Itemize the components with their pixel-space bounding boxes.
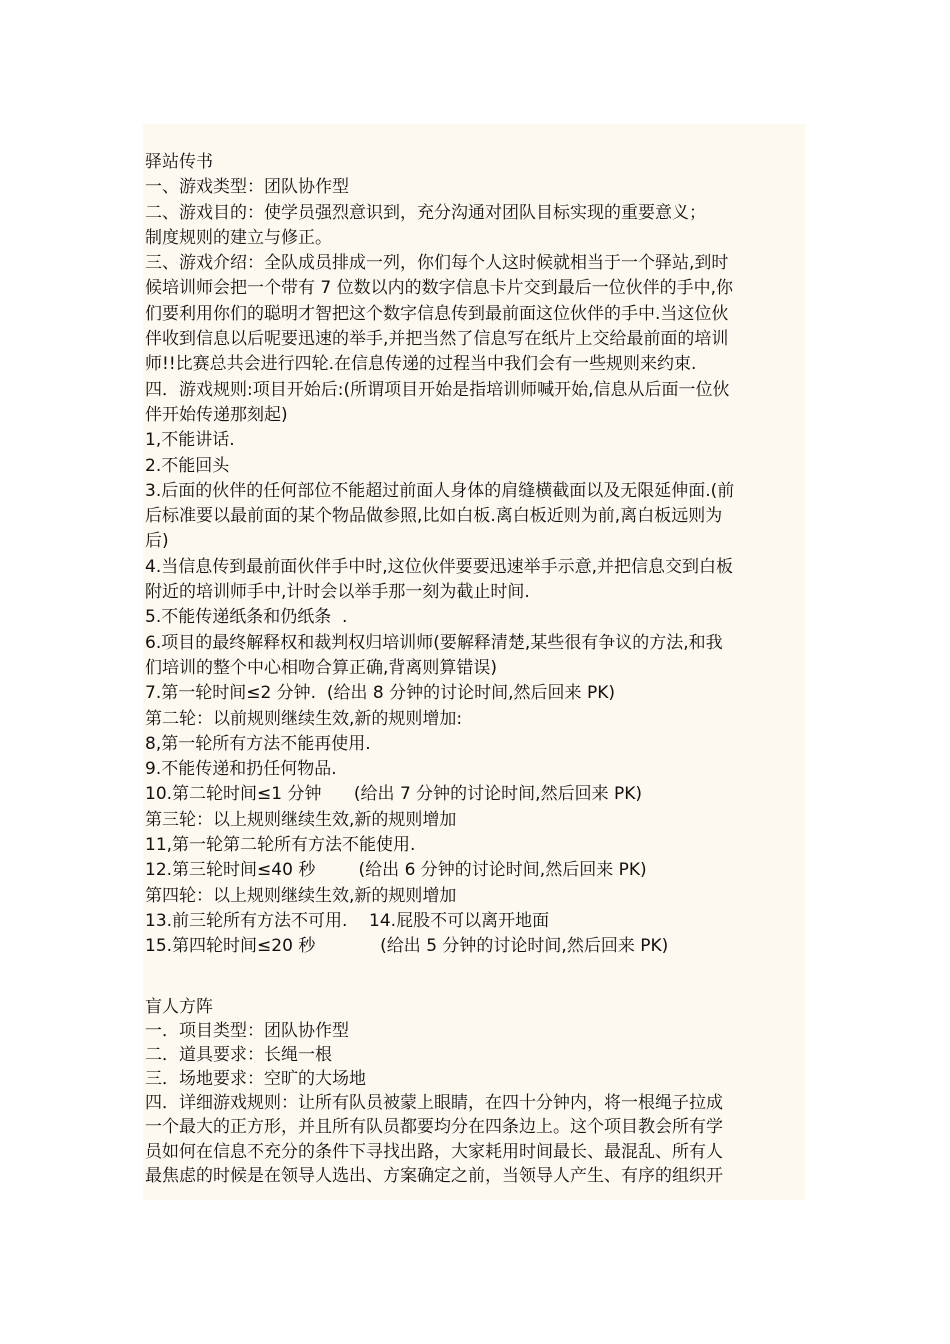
text-line: 2.不能回头 xyxy=(145,455,230,476)
text-line: 13.前三轮所有方法不可用. 14.屁股不可以离开地面 xyxy=(145,910,550,931)
text-line: 一、游戏类型：团队协作型 xyxy=(145,177,349,198)
text-line: 一个最大的正方形，并且所有队员都要均分在四条边上。这个项目教会所有学 xyxy=(145,1117,723,1138)
text-line: 7.第一轮时间≤2 分钟. (给出 8 分钟的讨论时间,然后回来 PK) xyxy=(145,683,615,704)
text-line: 附近的培训师手中,计时会以举手那一刻为截止时间. xyxy=(145,582,530,603)
text-line: 候培训师会把一个带有 7 位数以内的数字信息卡片交到最后一位伙伴的手中,你 xyxy=(145,278,734,299)
text-line: 12.第三轮时间≤40 秒 (给出 6 分钟的讨论时间,然后回来 PK) xyxy=(145,860,647,881)
text-line: 第二轮：以前规则继续生效,新的规则增加: xyxy=(145,708,463,729)
text-line: 们培训的整个中心相吻合算正确,背离则算错误) xyxy=(145,657,498,678)
text-line: 四．详细游戏规则：让所有队员被蒙上眼睛，在四十分钟内，将一根绳子拉成 xyxy=(145,1093,723,1114)
text-line: 1,不能讲话. xyxy=(145,430,235,451)
text-line: 后) xyxy=(145,531,169,552)
text-line: 伴开始传递那刻起) xyxy=(145,404,288,425)
text-line: 们要利用你们的聪明才智把这个数字信息传到最前面这位伙伴的手中.当这位伙 xyxy=(145,303,729,324)
text-line: 一．项目类型：团队协作型 xyxy=(145,1021,349,1042)
text-line: 8,第一轮所有方法不能再使用. xyxy=(145,733,371,754)
text-line: 15.第四轮时间≤20 秒 (给出 5 分钟的讨论时间,然后回来 PK) xyxy=(145,936,669,957)
text-line: 员如何在信息不充分的条件下寻找出路，大家耗用时间最长、最混乱、所有人 xyxy=(145,1141,723,1162)
text-line: 5.不能传递纸条和仍纸条 . xyxy=(145,607,348,628)
text-line: 二．道具要求：长绳一根 xyxy=(145,1045,332,1066)
text-line: 四．游戏规则:项目开始后:(所谓项目开始是指培训师喊开始,信息从后面一位伙 xyxy=(145,379,730,400)
text-line: 后标准要以最前面的某个物品做参照,比如白板.离白板近则为前,离白板远则为 xyxy=(145,506,723,527)
text-line: 11,第一轮第二轮所有方法不能使用. xyxy=(145,835,416,856)
text-line: 第三轮：以上规则继续生效,新的规则增加 xyxy=(145,809,457,830)
text-line: 三、游戏介绍：全队成员排成一列，你们每个人这时候就相当于一个驿站,到时 xyxy=(145,253,729,274)
text-line: 6.项目的最终解释权和裁判权归培训师(要解释清楚,某些很有争议的方法,和我 xyxy=(145,632,723,653)
section-relay-message xyxy=(145,150,805,960)
text-line: 三．场地要求：空旷的大场地 xyxy=(145,1069,366,1090)
text-line: 4.当信息传到最前面伙伴手中时,这位伙伴要要迅速举手示意,并把信息交到白板 xyxy=(145,556,734,577)
text-line: 制度规则的建立与修正。 xyxy=(145,227,332,248)
text-line: 伴收到信息以后呢要迅速的举手,并把当然了信息写在纸片上交给最前面的培训 xyxy=(145,329,729,350)
text-line: 第四轮：以上规则继续生效,新的规则增加 xyxy=(145,885,457,906)
text-line: 二、游戏目的：使学员强烈意识到，充分沟通对团队目标实现的重要意义； xyxy=(145,202,706,223)
section-title: 驿站传书 xyxy=(145,152,213,172)
text-line: 3.后面的伙伴的任何部位不能超过前面人身体的肩缝横截面以及无限延伸面.(前 xyxy=(145,480,735,501)
text-line: 最焦虑的时候是在领导人选出、方案确定之前，当领导人产生、有序的组织开 xyxy=(145,1165,723,1186)
text-line: 10.第二轮时间≤1 分钟 (给出 7 分钟的讨论时间,然后回来 PK) xyxy=(145,784,643,805)
section-title: 盲人方阵 xyxy=(145,997,213,1017)
text-line: 9.不能传递和扔任何物品. xyxy=(145,759,337,780)
text-line: 师!!比赛总共会进行四轮.在信息传递的过程当中我们会有一些规则来约束. xyxy=(145,354,697,375)
section-blind-square xyxy=(145,995,805,1188)
